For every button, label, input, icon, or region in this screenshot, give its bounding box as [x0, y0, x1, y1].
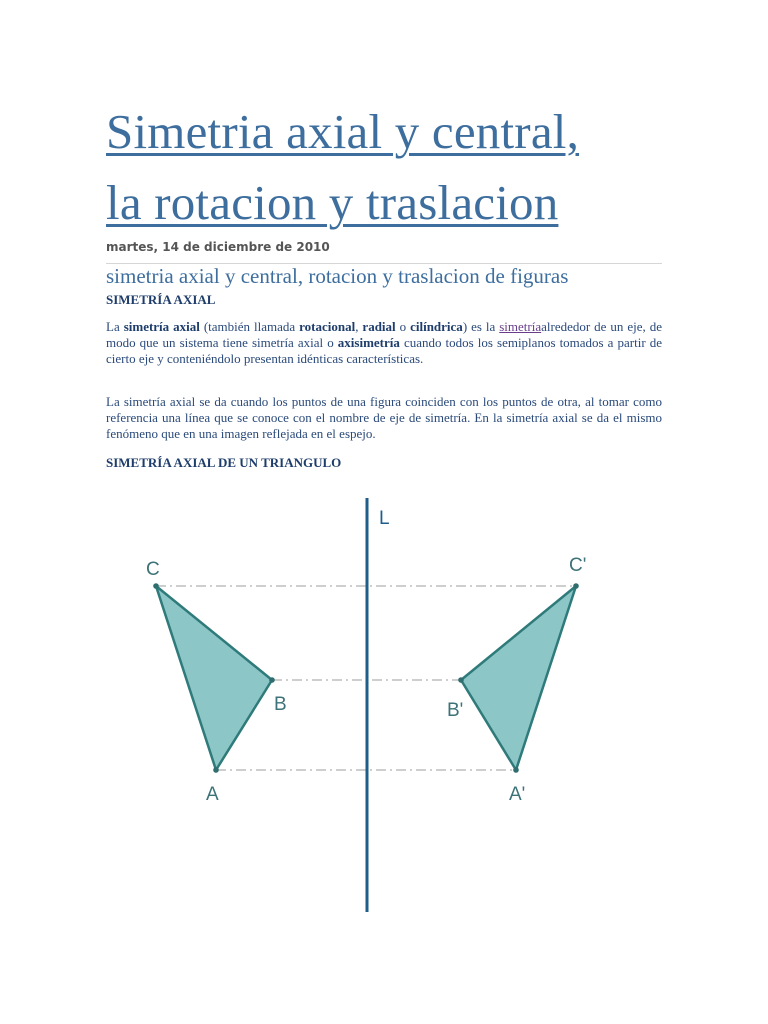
vertex-a	[213, 767, 219, 773]
blog-title-line-1[interactable]: Simetria axial y central,	[106, 104, 580, 159]
para1-text-2: (también llamada	[199, 319, 300, 334]
para1-text-1: La	[106, 319, 124, 334]
vertex-b-prime	[458, 677, 464, 683]
paragraph-definition	[106, 319, 662, 367]
label-c-prime: C'	[569, 555, 587, 576]
para1-bold-simetria-axial: simetría axial	[123, 319, 200, 334]
triangle-abc-reflected	[461, 586, 576, 770]
vertex-a-prime	[513, 767, 519, 773]
label-c: C	[146, 559, 160, 580]
post-title: simetria axial y central, rotacion y traslacion de figuras	[106, 264, 569, 288]
paragraph-explanation: La simetría axial se da cuando los puntos de una figura coinciden con los puntos de otra, al tomar como referencia una línea que se conoce con el nombre de eje de simetría. En la simetría axial se da el mismo fenómeno que en una imagen reflejada en el espejo.	[106, 394, 662, 441]
vertex-c-prime	[573, 583, 579, 589]
para1-text-5: ) es la	[462, 319, 500, 334]
section-heading-triangulo: SIMETRÍA AXIAL DE UN TRIANGULO	[106, 455, 342, 470]
blog-title-line-2[interactable]: la rotacion y traslacion	[106, 175, 559, 230]
vertex-c	[153, 583, 159, 589]
axial-symmetry-diagram	[106, 480, 666, 920]
para1-bold-cilindrica: cilíndrica	[410, 319, 463, 334]
label-b-prime: B'	[447, 700, 464, 721]
section-heading-simetria-axial: SIMETRÍA AXIAL	[106, 292, 216, 307]
label-a-prime: A'	[509, 784, 526, 805]
label-a: A	[206, 784, 219, 805]
para1-text-7: cuando todos los semiplanos tomados a partir de cierto eje y conteniéndolo presentan idénticas características.	[106, 335, 662, 366]
para1-text-6: alrededor de un eje, de modo que un sistema tiene simetría axial o	[106, 319, 663, 350]
post-date: martes, 14 de diciembre de 2010	[106, 240, 330, 254]
para1-text-3: ,	[355, 319, 363, 334]
blog-title[interactable]	[106, 96, 706, 238]
para1-text-4: o	[395, 319, 411, 334]
para1-bold-axisimetria: axisimetría	[337, 335, 400, 350]
label-b: B	[274, 694, 287, 715]
axis-label: L	[379, 508, 390, 529]
vertex-b	[269, 677, 275, 683]
para1-bold-rotacional: rotacional	[299, 319, 356, 334]
link-simetria[interactable]: simetría	[499, 319, 542, 334]
triangle-abc	[156, 586, 272, 770]
para1-bold-radial: radial	[362, 319, 396, 334]
